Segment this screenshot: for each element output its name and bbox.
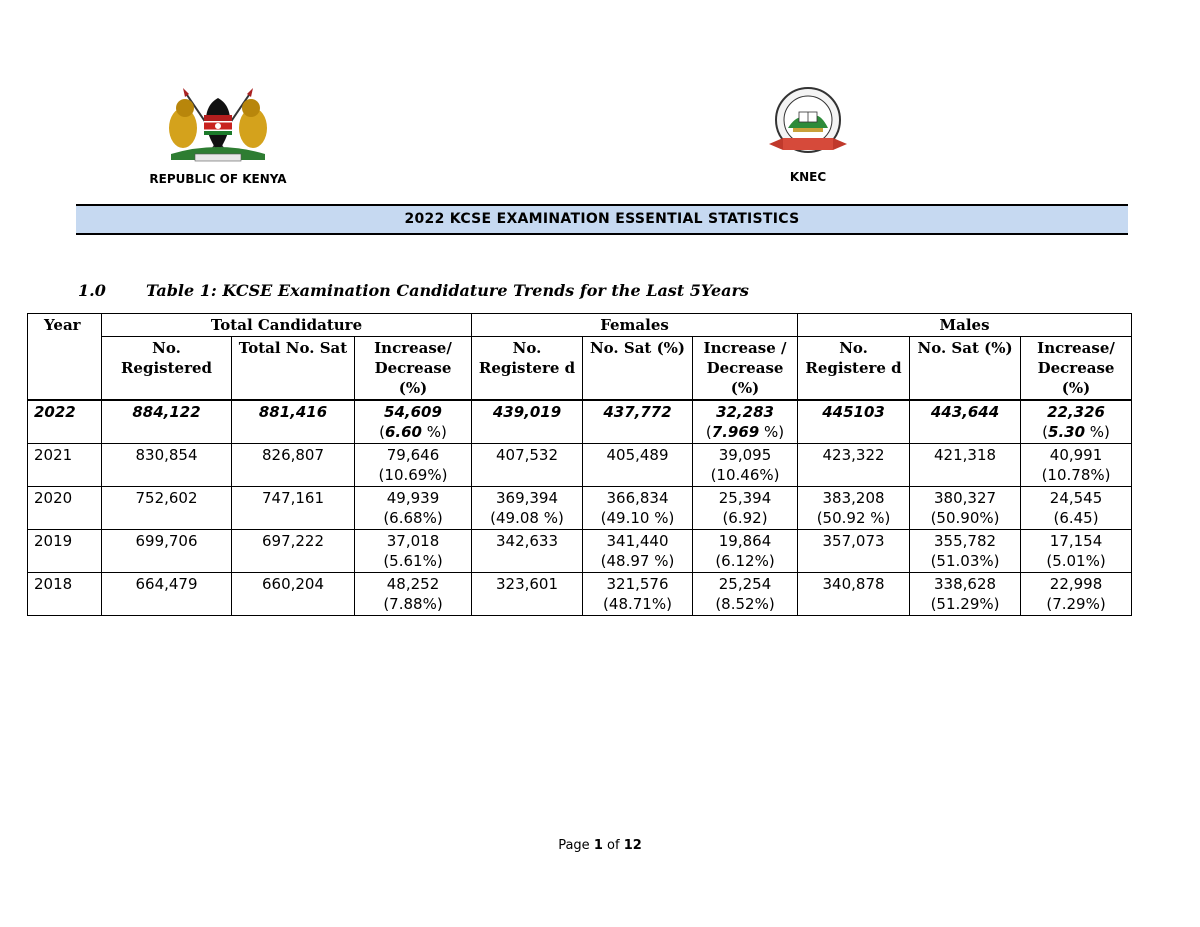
table-title: Table 1: KCSE Examination Candidature Trends for the Last 5Years xyxy=(146,281,749,300)
cell-value: 40,991 xyxy=(1049,446,1103,464)
cell-pct: (5.30 %) xyxy=(1042,423,1110,441)
cell-total-registered: 699,706 xyxy=(102,530,232,573)
cell-female-change xyxy=(693,400,798,444)
col-header-total-sat: Total No. Sat xyxy=(232,337,355,401)
cell-female-change xyxy=(693,444,798,487)
cell-year: 2020 xyxy=(28,487,102,530)
cell-female-registered: 439,019 xyxy=(472,400,583,444)
cell-pct: (49.08 %) xyxy=(490,509,564,527)
cell-total-change xyxy=(355,444,472,487)
cell-pct: (49.10 %) xyxy=(600,509,675,527)
cell-female-sat xyxy=(583,530,693,573)
cell-female-change xyxy=(693,487,798,530)
footer-page-total: 12 xyxy=(623,838,642,853)
kenya-coat-of-arms-icon xyxy=(163,88,273,166)
cell-female-change xyxy=(693,573,798,616)
cell-female-sat: 405,489 xyxy=(583,444,693,487)
cell-male-change xyxy=(1021,487,1132,530)
title-banner: 2022 KCSE EXAMINATION ESSENTIAL STATISTICS xyxy=(76,204,1128,235)
group-header-row xyxy=(28,314,1132,337)
footer-page-number: 1 xyxy=(593,838,603,853)
cell-value: 383,208 xyxy=(822,489,885,507)
cell-pct: (10.46%) xyxy=(710,466,780,484)
cell-value: 32,283 xyxy=(716,403,774,421)
cell-value: 19,864 xyxy=(718,532,772,550)
col-header-male-change: Increase/ Decrease (%) xyxy=(1021,337,1132,401)
table-row xyxy=(28,573,1132,616)
cell-male-registered xyxy=(798,487,910,530)
cell-year: 2019 xyxy=(28,530,102,573)
col-header-total-registered: No. Registered xyxy=(102,337,232,401)
cell-male-registered: 340,878 xyxy=(798,573,910,616)
cell-value: 25,254 xyxy=(718,575,772,593)
table-row xyxy=(28,444,1132,487)
col-header-female-sat: No. Sat (%) xyxy=(583,337,693,401)
cell-pct: (7.88%) xyxy=(383,595,443,613)
cell-total-change xyxy=(355,400,472,444)
col-header-total-change: Increase/ Decrease (%) xyxy=(355,337,472,401)
cell-pct: (5.01%) xyxy=(1046,552,1106,570)
cell-pct-value: 6.60 xyxy=(384,423,422,441)
cell-pct: (6.60 %) xyxy=(379,423,447,441)
cell-pct: (6.12%) xyxy=(715,552,775,570)
cell-total-change xyxy=(355,487,472,530)
cell-total-registered: 752,602 xyxy=(102,487,232,530)
cell-female-sat xyxy=(583,487,693,530)
cell-value: 37,018 xyxy=(386,532,440,550)
cell-year: 2022 xyxy=(28,400,102,444)
cell-value: 79,646 xyxy=(386,446,440,464)
table-heading xyxy=(78,281,749,300)
cell-pct: (51.03%) xyxy=(930,552,1000,570)
cell-value: 24,545 xyxy=(1049,489,1103,507)
table-row xyxy=(28,530,1132,573)
cell-pct: (8.52%) xyxy=(715,595,775,613)
cell-pct: (10.69%) xyxy=(378,466,448,484)
knec-logo-block xyxy=(728,86,888,184)
left-logo-caption: REPUBLIC OF KENYA xyxy=(149,172,287,186)
cell-value: 366,834 xyxy=(606,489,669,507)
cell-pct: (50.92 %) xyxy=(816,509,891,527)
cell-pct: (5.61%) xyxy=(383,552,443,570)
cell-value: 54,609 xyxy=(384,403,442,421)
cell-male-change xyxy=(1021,573,1132,616)
column-header-row xyxy=(28,337,1132,401)
cell-value: 369,394 xyxy=(495,489,559,507)
cell-male-sat: 443,644 xyxy=(910,400,1021,444)
cell-female-change xyxy=(693,530,798,573)
footer-of-word: of xyxy=(607,838,620,853)
cell-male-sat xyxy=(910,487,1021,530)
cell-total-sat: 747,161 xyxy=(232,487,355,530)
cell-total-sat: 660,204 xyxy=(232,573,355,616)
cell-male-change xyxy=(1021,444,1132,487)
cell-value: 380,327 xyxy=(934,489,997,507)
candidature-trends-table xyxy=(27,313,1132,616)
cell-female-sat xyxy=(583,573,693,616)
group-header-males: Males xyxy=(798,314,1132,337)
cell-value: 341,440 xyxy=(606,532,669,550)
cell-female-registered xyxy=(472,487,583,530)
cell-value: 39,095 xyxy=(718,446,772,464)
cell-value: 355,782 xyxy=(934,532,997,550)
cell-value: 17,154 xyxy=(1049,532,1103,550)
cell-male-sat xyxy=(910,573,1021,616)
cell-pct: (6.45) xyxy=(1053,509,1099,527)
cell-female-sat: 437,772 xyxy=(583,400,693,444)
table-number: 1.0 xyxy=(78,281,106,300)
cell-female-registered: 407,532 xyxy=(472,444,583,487)
cell-female-registered: 323,601 xyxy=(472,573,583,616)
cell-male-change xyxy=(1021,400,1132,444)
cell-value: 22,326 xyxy=(1047,403,1105,421)
cell-pct: (51.29%) xyxy=(930,595,1000,613)
cell-value: 338,628 xyxy=(934,575,997,593)
cell-pct-value: 7.969 xyxy=(711,423,760,441)
republic-of-kenya-logo-block xyxy=(118,88,318,186)
cell-male-registered: 423,322 xyxy=(798,444,910,487)
cell-pct: (48.97 %) xyxy=(600,552,675,570)
page-footer xyxy=(0,838,1200,853)
cell-total-sat: 697,222 xyxy=(232,530,355,573)
table-row xyxy=(28,487,1132,530)
cell-female-registered: 342,633 xyxy=(472,530,583,573)
col-header-female-registered: No. Registere d xyxy=(472,337,583,401)
cell-total-sat: 826,807 xyxy=(232,444,355,487)
cell-pct: (50.90%) xyxy=(930,509,1000,527)
col-header-female-change: Increase / Decrease (%) xyxy=(693,337,798,401)
cell-pct-value: 5.30 xyxy=(1048,423,1086,441)
year-header: Year xyxy=(28,314,102,401)
cell-male-registered: 357,073 xyxy=(798,530,910,573)
cell-male-sat: 421,318 xyxy=(910,444,1021,487)
cell-pct: (10.78%) xyxy=(1041,466,1111,484)
group-header-females: Females xyxy=(472,314,798,337)
cell-total-registered: 884,122 xyxy=(102,400,232,444)
cell-pct: (7.29%) xyxy=(1046,595,1106,613)
footer-page-word: Page xyxy=(558,838,590,853)
cell-total-registered: 664,479 xyxy=(102,573,232,616)
cell-total-change xyxy=(355,530,472,573)
cell-pct: (6.68%) xyxy=(383,509,443,527)
group-header-total: Total Candidature xyxy=(102,314,472,337)
cell-male-registered: 445103 xyxy=(798,400,910,444)
col-header-male-sat: No. Sat (%) xyxy=(910,337,1021,401)
col-header-male-registered: No. Registere d xyxy=(798,337,910,401)
right-logo-caption: KNEC xyxy=(789,170,827,184)
table-row xyxy=(28,400,1132,444)
cell-value: 49,939 xyxy=(386,489,440,507)
cell-year: 2018 xyxy=(28,573,102,616)
cell-total-change xyxy=(355,573,472,616)
cell-total-registered: 830,854 xyxy=(102,444,232,487)
cell-pct: (48.71%) xyxy=(603,595,672,613)
cell-male-sat xyxy=(910,530,1021,573)
cell-total-sat: 881,416 xyxy=(232,400,355,444)
cell-year: 2021 xyxy=(28,444,102,487)
cell-pct: (7.969 %) xyxy=(705,423,785,441)
cell-pct: (6.92) xyxy=(722,509,768,527)
cell-male-change xyxy=(1021,530,1132,573)
knec-seal-icon xyxy=(763,86,853,164)
cell-value: 321,576 xyxy=(606,575,669,593)
cell-value: 22,998 xyxy=(1049,575,1103,593)
cell-value: 25,394 xyxy=(718,489,772,507)
cell-value: 48,252 xyxy=(386,575,440,593)
